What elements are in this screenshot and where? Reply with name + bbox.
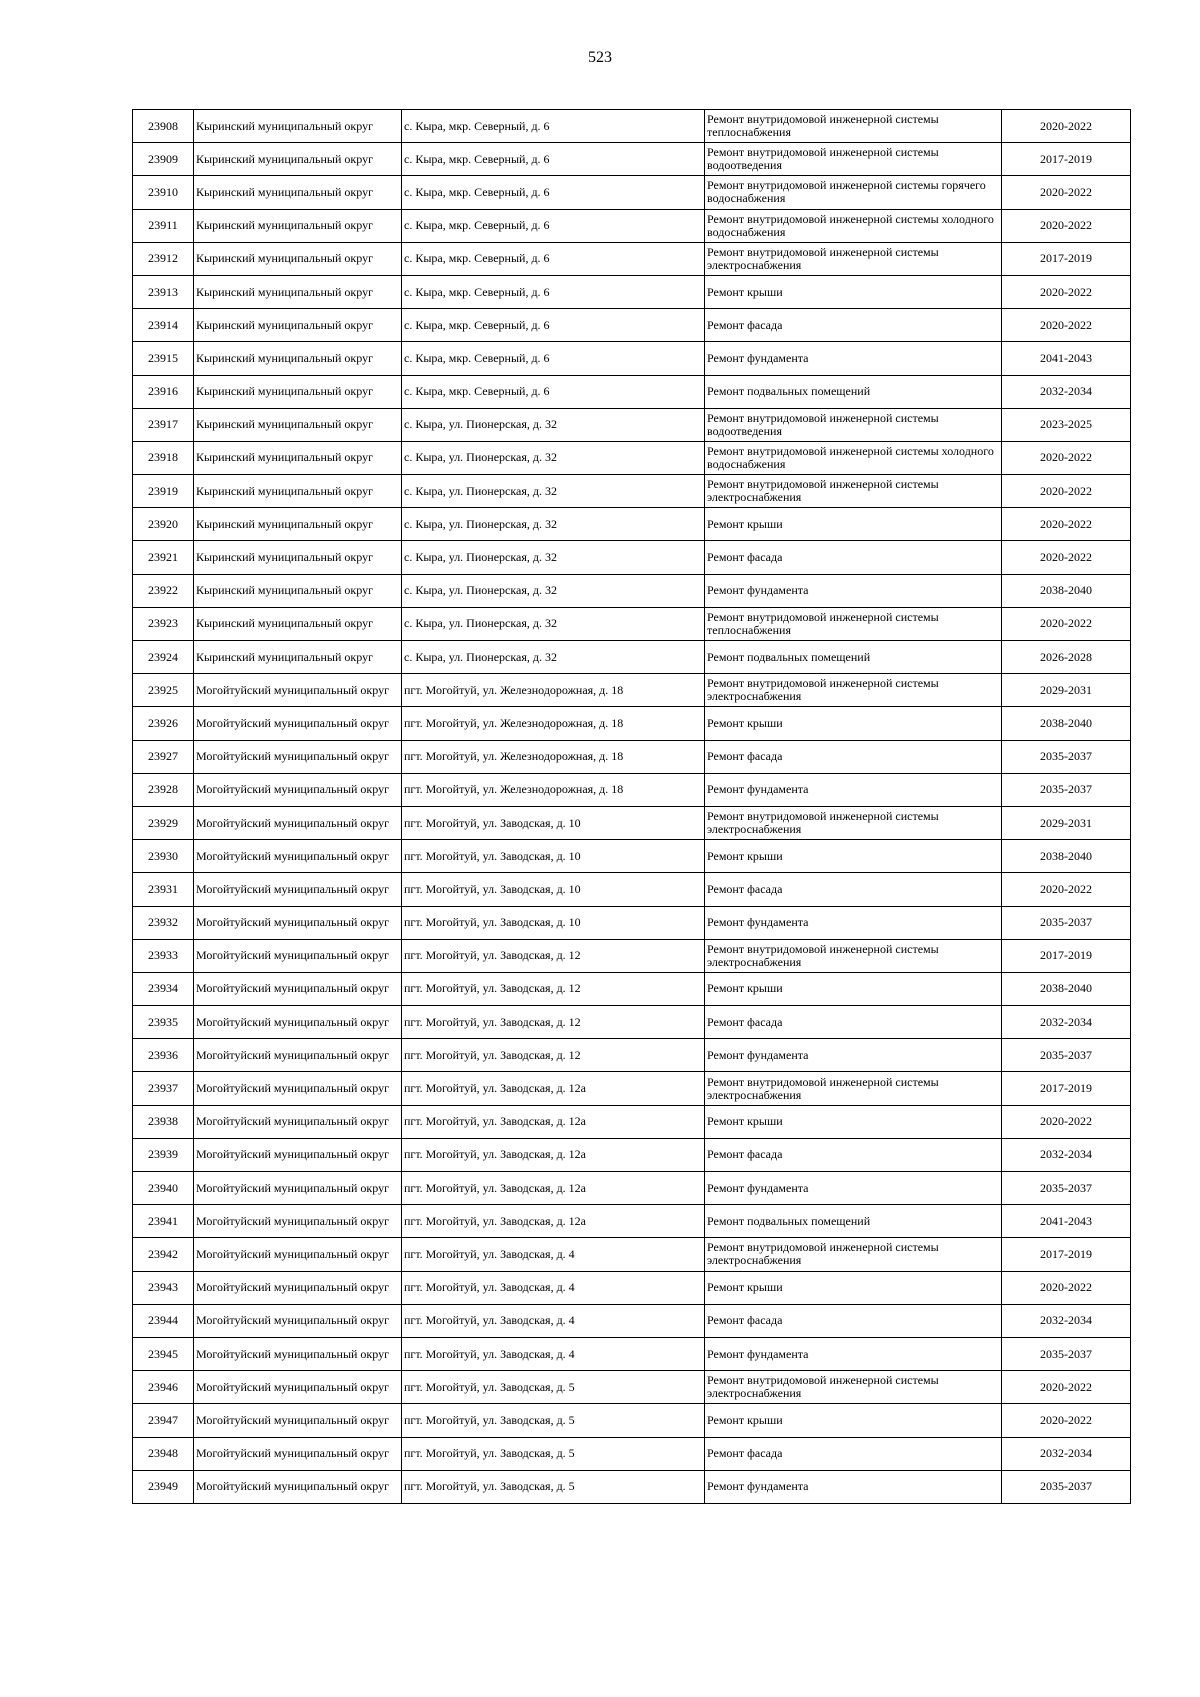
table-row: [133, 1138, 1131, 1171]
work-type-cell: Ремонт крыши: [705, 1105, 1002, 1138]
table-row: [133, 1337, 1131, 1370]
work-type-cell: Ремонт фундамента: [705, 773, 1002, 806]
period-cell: 2035-2037: [1002, 1337, 1131, 1370]
district-cell: Могойтуйский муниципальный округ: [194, 840, 402, 873]
work-type-cell: Ремонт крыши: [705, 840, 1002, 873]
district-cell: Могойтуйский муниципальный округ: [194, 806, 402, 839]
table-row: [133, 773, 1131, 806]
period-cell: 2035-2037: [1002, 1470, 1131, 1503]
row-number-cell: 23924: [133, 641, 194, 674]
row-number-cell: 23915: [133, 342, 194, 375]
address-cell: с. Кыра, мкр. Северный, д. 6: [402, 375, 705, 408]
page-number: 523: [588, 49, 612, 66]
address-cell: пгт. Могойтуй, ул. Железнодорожная, д. 18: [402, 674, 705, 707]
district-cell: Могойтуйский муниципальный округ: [194, 906, 402, 939]
work-type-cell: Ремонт внутридомовой инженерной системы теплоснабжения: [705, 607, 1002, 640]
work-type-cell: Ремонт подвальных помещений: [705, 375, 1002, 408]
work-type-cell: Ремонт фасада: [705, 740, 1002, 773]
work-type-cell: Ремонт фасада: [705, 873, 1002, 906]
table-row: [133, 475, 1131, 508]
row-number-cell: 23917: [133, 408, 194, 441]
table-row: [133, 1172, 1131, 1205]
table-row: [133, 1039, 1131, 1072]
table-row: [133, 176, 1131, 209]
row-number-cell: 23933: [133, 939, 194, 972]
address-cell: с. Кыра, мкр. Северный, д. 6: [402, 309, 705, 342]
district-cell: Кыринский муниципальный округ: [194, 607, 402, 640]
period-cell: 2023-2025: [1002, 408, 1131, 441]
row-number-cell: 23913: [133, 275, 194, 308]
row-number-cell: 23935: [133, 1006, 194, 1039]
address-cell: пгт. Могойтуй, ул. Заводская, д. 12: [402, 1039, 705, 1072]
table-row: [133, 1404, 1131, 1437]
row-number-cell: 23940: [133, 1172, 194, 1205]
row-number-cell: 23914: [133, 309, 194, 342]
address-cell: пгт. Могойтуй, ул. Железнодорожная, д. 18: [402, 740, 705, 773]
district-cell: Могойтуйский муниципальный округ: [194, 1006, 402, 1039]
work-type-cell: Ремонт крыши: [705, 972, 1002, 1005]
district-cell: Могойтуйский муниципальный округ: [194, 1337, 402, 1370]
work-type-cell: Ремонт внутридомовой инженерной системы электроснабжения: [705, 475, 1002, 508]
district-cell: Могойтуйский муниципальный округ: [194, 1205, 402, 1238]
address-cell: с. Кыра, ул. Пионерская, д. 32: [402, 441, 705, 474]
address-cell: пгт. Могойтуй, ул. Заводская, д. 4: [402, 1271, 705, 1304]
work-type-cell: Ремонт внутридомовой инженерной системы теплоснабжения: [705, 110, 1002, 143]
work-type-cell: Ремонт внутридомовой инженерной системы электроснабжения: [705, 1072, 1002, 1105]
address-cell: с. Кыра, мкр. Северный, д. 6: [402, 110, 705, 143]
period-cell: 2020-2022: [1002, 1404, 1131, 1437]
repair-schedule-table: [132, 109, 1131, 1504]
row-number-cell: 23920: [133, 508, 194, 541]
row-number-cell: 23918: [133, 441, 194, 474]
table-row: [133, 1304, 1131, 1337]
work-type-cell: Ремонт внутридомовой инженерной системы горячего водоснабжения: [705, 176, 1002, 209]
period-cell: 2020-2022: [1002, 475, 1131, 508]
period-cell: 2035-2037: [1002, 773, 1131, 806]
address-cell: пгт. Могойтуй, ул. Заводская, д. 12а: [402, 1138, 705, 1171]
period-cell: 2020-2022: [1002, 309, 1131, 342]
district-cell: Кыринский муниципальный округ: [194, 242, 402, 275]
table-row: [133, 939, 1131, 972]
address-cell: пгт. Могойтуй, ул. Железнодорожная, д. 18: [402, 773, 705, 806]
table-row: [133, 707, 1131, 740]
row-number-cell: 23939: [133, 1138, 194, 1171]
table-row: [133, 674, 1131, 707]
table-row: [133, 740, 1131, 773]
table-row: [133, 209, 1131, 242]
district-cell: Кыринский муниципальный округ: [194, 541, 402, 574]
table-row: [133, 1271, 1131, 1304]
district-cell: Кыринский муниципальный округ: [194, 641, 402, 674]
row-number-cell: 23932: [133, 906, 194, 939]
address-cell: пгт. Могойтуй, ул. Заводская, д. 4: [402, 1337, 705, 1370]
address-cell: пгт. Могойтуй, ул. Заводская, д. 10: [402, 906, 705, 939]
work-type-cell: Ремонт фасада: [705, 1304, 1002, 1337]
row-number-cell: 23941: [133, 1205, 194, 1238]
period-cell: 2020-2022: [1002, 110, 1131, 143]
district-cell: Могойтуйский муниципальный округ: [194, 1105, 402, 1138]
work-type-cell: Ремонт фасада: [705, 309, 1002, 342]
row-number-cell: 23927: [133, 740, 194, 773]
work-type-cell: Ремонт фасада: [705, 1006, 1002, 1039]
work-type-cell: Ремонт внутридомовой инженерной системы водоотведения: [705, 408, 1002, 441]
address-cell: пгт. Могойтуй, ул. Заводская, д. 12: [402, 939, 705, 972]
work-type-cell: Ремонт крыши: [705, 275, 1002, 308]
row-number-cell: 23922: [133, 574, 194, 607]
period-cell: 2032-2034: [1002, 1437, 1131, 1470]
period-cell: 2020-2022: [1002, 873, 1131, 906]
work-type-cell: Ремонт фасада: [705, 1437, 1002, 1470]
district-cell: Могойтуйский муниципальный округ: [194, 1437, 402, 1470]
work-type-cell: Ремонт внутридомовой инженерной системы электроснабжения: [705, 939, 1002, 972]
work-type-cell: Ремонт крыши: [705, 508, 1002, 541]
table-row: [133, 143, 1131, 176]
row-number-cell: 23937: [133, 1072, 194, 1105]
address-cell: пгт. Могойтуй, ул. Заводская, д. 12а: [402, 1205, 705, 1238]
row-number-cell: 23916: [133, 375, 194, 408]
row-number-cell: 23931: [133, 873, 194, 906]
period-cell: 2020-2022: [1002, 508, 1131, 541]
work-type-cell: Ремонт внутридомовой инженерной системы электроснабжения: [705, 1238, 1002, 1271]
table-row: [133, 408, 1131, 441]
address-cell: с. Кыра, мкр. Северный, д. 6: [402, 176, 705, 209]
period-cell: 2026-2028: [1002, 641, 1131, 674]
row-number-cell: 23942: [133, 1238, 194, 1271]
table-row: [133, 242, 1131, 275]
address-cell: с. Кыра, мкр. Северный, д. 6: [402, 242, 705, 275]
address-cell: пгт. Могойтуй, ул. Заводская, д. 5: [402, 1371, 705, 1404]
table-row: [133, 110, 1131, 143]
address-cell: пгт. Могойтуй, ул. Заводская, д. 5: [402, 1470, 705, 1503]
address-cell: с. Кыра, ул. Пионерская, д. 32: [402, 475, 705, 508]
period-cell: 2017-2019: [1002, 939, 1131, 972]
table-row: [133, 309, 1131, 342]
row-number-cell: 23936: [133, 1039, 194, 1072]
table-body: [133, 110, 1131, 1504]
period-cell: 2020-2022: [1002, 1371, 1131, 1404]
period-cell: 2020-2022: [1002, 607, 1131, 640]
row-number-cell: 23909: [133, 143, 194, 176]
district-cell: Могойтуйский муниципальный округ: [194, 1371, 402, 1404]
work-type-cell: Ремонт подвальных помещений: [705, 641, 1002, 674]
row-number-cell: 23929: [133, 806, 194, 839]
table-row: [133, 441, 1131, 474]
table-row: [133, 840, 1131, 873]
period-cell: 2020-2022: [1002, 441, 1131, 474]
work-type-cell: Ремонт крыши: [705, 1271, 1002, 1304]
work-type-cell: Ремонт крыши: [705, 707, 1002, 740]
district-cell: Могойтуйский муниципальный округ: [194, 707, 402, 740]
address-cell: с. Кыра, мкр. Северный, д. 6: [402, 342, 705, 375]
table-row: [133, 1105, 1131, 1138]
work-type-cell: Ремонт внутридомовой инженерной системы холодного водоснабжения: [705, 209, 1002, 242]
row-number-cell: 23949: [133, 1470, 194, 1503]
district-cell: Кыринский муниципальный округ: [194, 574, 402, 607]
row-number-cell: 23912: [133, 242, 194, 275]
row-number-cell: 23910: [133, 176, 194, 209]
work-type-cell: Ремонт внутридомовой инженерной системы электроснабжения: [705, 806, 1002, 839]
row-number-cell: 23908: [133, 110, 194, 143]
row-number-cell: 23919: [133, 475, 194, 508]
row-number-cell: 23947: [133, 1404, 194, 1437]
period-cell: 2035-2037: [1002, 1172, 1131, 1205]
table-row: [133, 1470, 1131, 1503]
district-cell: Могойтуйский муниципальный округ: [194, 1304, 402, 1337]
period-cell: 2032-2034: [1002, 375, 1131, 408]
period-cell: 2020-2022: [1002, 1271, 1131, 1304]
work-type-cell: Ремонт подвальных помещений: [705, 1205, 1002, 1238]
period-cell: 2020-2022: [1002, 1105, 1131, 1138]
address-cell: пгт. Могойтуй, ул. Заводская, д. 12а: [402, 1172, 705, 1205]
district-cell: Кыринский муниципальный округ: [194, 475, 402, 508]
address-cell: пгт. Могойтуй, ул. Заводская, д. 12: [402, 972, 705, 1005]
district-cell: Кыринский муниципальный округ: [194, 176, 402, 209]
row-number-cell: 23943: [133, 1271, 194, 1304]
row-number-cell: 23930: [133, 840, 194, 873]
table-row: [133, 806, 1131, 839]
district-cell: Могойтуйский муниципальный округ: [194, 1238, 402, 1271]
period-cell: 2032-2034: [1002, 1006, 1131, 1039]
address-cell: с. Кыра, мкр. Северный, д. 6: [402, 209, 705, 242]
district-cell: Кыринский муниципальный округ: [194, 508, 402, 541]
table-row: [133, 1371, 1131, 1404]
table-row: [133, 607, 1131, 640]
address-cell: с. Кыра, ул. Пионерская, д. 32: [402, 574, 705, 607]
district-cell: Кыринский муниципальный округ: [194, 408, 402, 441]
district-cell: Могойтуйский муниципальный округ: [194, 1039, 402, 1072]
period-cell: 2032-2034: [1002, 1138, 1131, 1171]
row-number-cell: 23925: [133, 674, 194, 707]
district-cell: Кыринский муниципальный округ: [194, 110, 402, 143]
address-cell: пгт. Могойтуй, ул. Заводская, д. 4: [402, 1238, 705, 1271]
table-row: [133, 275, 1131, 308]
district-cell: Могойтуйский муниципальный округ: [194, 873, 402, 906]
table-row: [133, 508, 1131, 541]
row-number-cell: 23944: [133, 1304, 194, 1337]
table-row: [133, 541, 1131, 574]
period-cell: 2038-2040: [1002, 972, 1131, 1005]
work-type-cell: Ремонт фундамента: [705, 1470, 1002, 1503]
period-cell: 2017-2019: [1002, 242, 1131, 275]
district-cell: Могойтуйский муниципальный округ: [194, 1470, 402, 1503]
address-cell: с. Кыра, мкр. Северный, д. 6: [402, 143, 705, 176]
address-cell: с. Кыра, ул. Пионерская, д. 32: [402, 641, 705, 674]
row-number-cell: 23945: [133, 1337, 194, 1370]
period-cell: 2017-2019: [1002, 143, 1131, 176]
table-row: [133, 574, 1131, 607]
district-cell: Могойтуйский муниципальный округ: [194, 1404, 402, 1437]
address-cell: с. Кыра, мкр. Северный, д. 6: [402, 275, 705, 308]
period-cell: 2017-2019: [1002, 1238, 1131, 1271]
address-cell: пгт. Могойтуй, ул. Заводская, д. 10: [402, 806, 705, 839]
period-cell: 2032-2034: [1002, 1304, 1131, 1337]
period-cell: 2038-2040: [1002, 707, 1131, 740]
work-type-cell: Ремонт внутридомовой инженерной системы электроснабжения: [705, 242, 1002, 275]
district-cell: Кыринский муниципальный округ: [194, 309, 402, 342]
address-cell: пгт. Могойтуй, ул. Железнодорожная, д. 18: [402, 707, 705, 740]
work-type-cell: Ремонт крыши: [705, 1404, 1002, 1437]
period-cell: 2020-2022: [1002, 176, 1131, 209]
row-number-cell: 23928: [133, 773, 194, 806]
work-type-cell: Ремонт фундамента: [705, 342, 1002, 375]
row-number-cell: 23911: [133, 209, 194, 242]
district-cell: Кыринский муниципальный округ: [194, 209, 402, 242]
table-row: [133, 1072, 1131, 1105]
period-cell: 2017-2019: [1002, 1072, 1131, 1105]
address-cell: с. Кыра, ул. Пионерская, д. 32: [402, 508, 705, 541]
row-number-cell: 23934: [133, 972, 194, 1005]
period-cell: 2035-2037: [1002, 740, 1131, 773]
table-row: [133, 1006, 1131, 1039]
period-cell: 2041-2043: [1002, 1205, 1131, 1238]
district-cell: Кыринский муниципальный округ: [194, 441, 402, 474]
district-cell: Кыринский муниципальный округ: [194, 342, 402, 375]
table-row: [133, 375, 1131, 408]
row-number-cell: 23948: [133, 1437, 194, 1470]
work-type-cell: Ремонт фундамента: [705, 1172, 1002, 1205]
district-cell: Могойтуйский муниципальный округ: [194, 972, 402, 1005]
work-type-cell: Ремонт фасада: [705, 1138, 1002, 1171]
address-cell: пгт. Могойтуй, ул. Заводская, д. 12а: [402, 1072, 705, 1105]
address-cell: пгт. Могойтуй, ул. Заводская, д. 4: [402, 1304, 705, 1337]
period-cell: 2038-2040: [1002, 574, 1131, 607]
row-number-cell: 23946: [133, 1371, 194, 1404]
district-cell: Могойтуйский муниципальный округ: [194, 1072, 402, 1105]
period-cell: 2029-2031: [1002, 806, 1131, 839]
period-cell: 2041-2043: [1002, 342, 1131, 375]
work-type-cell: Ремонт фундамента: [705, 1039, 1002, 1072]
table-row: [133, 1437, 1131, 1470]
district-cell: Могойтуйский муниципальный округ: [194, 1138, 402, 1171]
address-cell: пгт. Могойтуй, ул. Заводская, д. 12а: [402, 1105, 705, 1138]
period-cell: 2020-2022: [1002, 209, 1131, 242]
work-type-cell: Ремонт внутридомовой инженерной системы холодного водоснабжения: [705, 441, 1002, 474]
address-cell: пгт. Могойтуй, ул. Заводская, д. 10: [402, 873, 705, 906]
address-cell: пгт. Могойтуй, ул. Заводская, д. 5: [402, 1404, 705, 1437]
district-cell: Могойтуйский муниципальный округ: [194, 740, 402, 773]
table-row: [133, 873, 1131, 906]
row-number-cell: 23926: [133, 707, 194, 740]
district-cell: Кыринский муниципальный округ: [194, 375, 402, 408]
district-cell: Кыринский муниципальный округ: [194, 275, 402, 308]
work-type-cell: Ремонт внутридомовой инженерной системы электроснабжения: [705, 1371, 1002, 1404]
period-cell: 2029-2031: [1002, 674, 1131, 707]
work-type-cell: Ремонт фундамента: [705, 906, 1002, 939]
period-cell: 2035-2037: [1002, 1039, 1131, 1072]
work-type-cell: Ремонт фундамента: [705, 574, 1002, 607]
table-row: [133, 972, 1131, 1005]
period-cell: 2020-2022: [1002, 275, 1131, 308]
work-type-cell: Ремонт фасада: [705, 541, 1002, 574]
table-row: [133, 906, 1131, 939]
district-cell: Могойтуйский муниципальный округ: [194, 939, 402, 972]
table-row: [133, 641, 1131, 674]
district-cell: Могойтуйский муниципальный округ: [194, 1172, 402, 1205]
address-cell: пгт. Могойтуй, ул. Заводская, д. 5: [402, 1437, 705, 1470]
address-cell: с. Кыра, ул. Пионерская, д. 32: [402, 408, 705, 441]
district-cell: Могойтуйский муниципальный округ: [194, 773, 402, 806]
district-cell: Могойтуйский муниципальный округ: [194, 674, 402, 707]
district-cell: Могойтуйский муниципальный округ: [194, 1271, 402, 1304]
period-cell: 2020-2022: [1002, 541, 1131, 574]
row-number-cell: 23921: [133, 541, 194, 574]
period-cell: 2035-2037: [1002, 906, 1131, 939]
table-row: [133, 1238, 1131, 1271]
address-cell: с. Кыра, ул. Пионерская, д. 32: [402, 541, 705, 574]
address-cell: пгт. Могойтуй, ул. Заводская, д. 12: [402, 1006, 705, 1039]
row-number-cell: 23923: [133, 607, 194, 640]
address-cell: с. Кыра, ул. Пионерская, д. 32: [402, 607, 705, 640]
district-cell: Кыринский муниципальный округ: [194, 143, 402, 176]
address-cell: пгт. Могойтуй, ул. Заводская, д. 10: [402, 840, 705, 873]
table-row: [133, 342, 1131, 375]
row-number-cell: 23938: [133, 1105, 194, 1138]
period-cell: 2038-2040: [1002, 840, 1131, 873]
work-type-cell: Ремонт внутридомовой инженерной системы водоотведения: [705, 143, 1002, 176]
work-type-cell: Ремонт фундамента: [705, 1337, 1002, 1370]
table-row: [133, 1205, 1131, 1238]
work-type-cell: Ремонт внутридомовой инженерной системы электроснабжения: [705, 674, 1002, 707]
